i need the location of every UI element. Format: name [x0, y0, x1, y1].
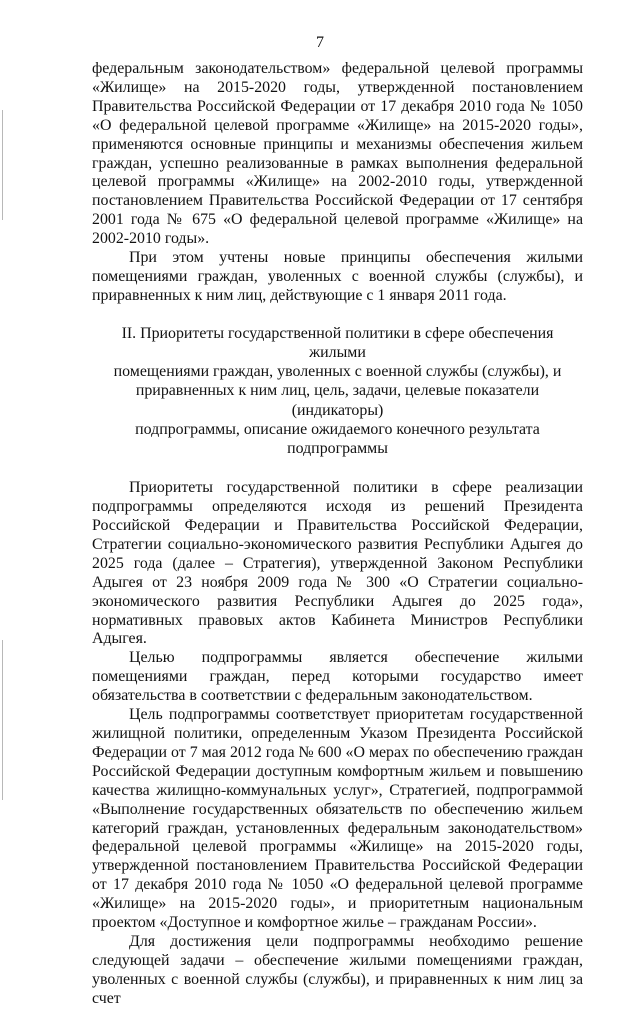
- paragraph: Целью подпрограммы является обеспечение жилыми помещениями граждан, перед которыми государство имеет обязательства в соответствии с федеральным законодательством.: [92, 649, 583, 705]
- paragraph: Для достижения цели подпрограммы необходимо решение следующей задачи – обеспечение жилыми помещениями граждан, уволенных с военной службы (службы), и приравненных к ним лиц за счет: [92, 932, 583, 1007]
- paragraph: федеральным законодательством» федеральной целевой программы «Жилище» на 2015-2020 годы, утвержденной постановлением Правительства Российской Федерации от 17 декабря 2010 года № 1050 «О федеральной целевой программе «Жилище» на 2015-2020 годы», применяются основные принципы и механизмы обеспечения жильем граждан, успешно реализованные в рамках выполнения федеральной целевой программы «Жилище» на 2002-2010 годы, утвержденной постановлением Правительства Российской Федерации от 17 сентября 2001 года № 675 «О федеральной целевой программе «Жилище» на 2002-2010 годы».: [92, 60, 583, 248]
- scan-edge-mark: [2, 640, 3, 800]
- section-heading: [92, 324, 583, 458]
- document-body: [92, 60, 583, 1009]
- page-number: 7: [316, 34, 324, 51]
- paragraph: Цель подпрограммы соответствует приоритетам государственной жилищной политики, определенным Указом Президента Российской Федерации от 7 мая 2012 года № 600 «О мерах по обеспечению граждан Российской Федерации доступным комфортным жильем и повышению качества жилищно-коммунальных услуг», Стратегией, подпрограммой «Выполнение государственных обязательств по обеспечению жильем категорий граждан, установленных федеральным законодательством» федеральной целевой программы «Жилище» на 2015-2020 годы, утвержденной постановлением Правительства Российской Федерации от 17 декабря 2010 года № 1050 «О федеральной целевой программе «Жилище» на 2015-2020 годы», и приоритетным национальным проектом «Доступное и комфортное жилье – гражданам России».: [92, 706, 583, 932]
- section-heading-line: приравненных к ним лиц, цель, задачи, целевые показатели (индикаторы): [135, 382, 540, 419]
- scan-edge-mark: [2, 110, 3, 220]
- paragraph: При этом учтены новые принципы обеспечения жилыми помещениями граждан, уволенных с военной службы (службы), и приравненных к ним лиц, действующие с 1 января 2011 года.: [92, 249, 583, 304]
- section-heading-line: подпрограммы, описание ожидаемого конечного результата подпрограммы: [135, 420, 540, 457]
- section-heading-line: II. Приоритеты государственной политики в сфере обеспечения жилыми: [121, 324, 554, 361]
- paragraph: Приоритеты государственной политики в сфере реализации подпрограммы определяются исходя из решений Президента Российской Федерации и Правительства Российской Федерации, Стратегии социально-экономического развития Республики Адыгея до 2025 года (далее – Стратегия), утвержденной Законом Республики Адыгея от 23 ноября 2009 года № 300 «О Стратегии социально-экономического развития Республики Адыгея до 2025 года», нормативных правовых актов Кабинета Министров Республики Адыгея.: [92, 479, 583, 648]
- section-heading-line: помещениями граждан, уволенных с военной службы (службы), и: [113, 363, 562, 381]
